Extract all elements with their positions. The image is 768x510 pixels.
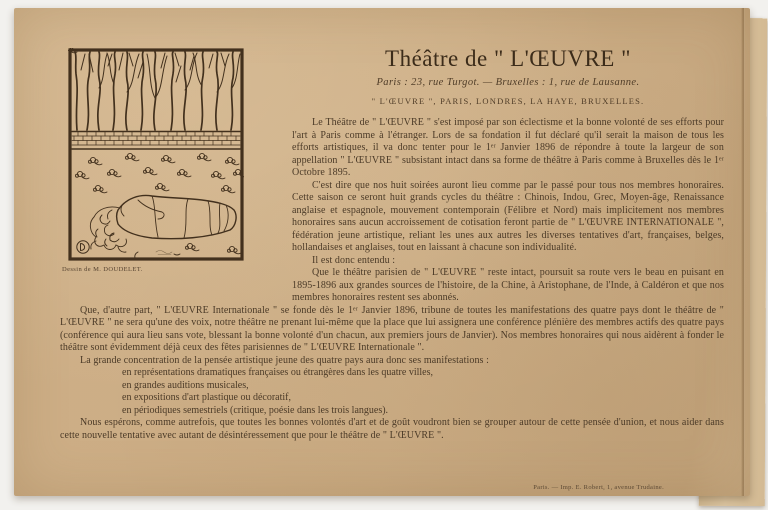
brick-wall bbox=[72, 132, 240, 150]
paragraph-oeuvre-internationale: Que, d'autre part, " L'ŒUVRE Internationale " se fonde dès le 1ᵉʳ Janvier 1896, tribune de toutes les manifestations des quatre pays dont le théâtre de " L'ŒUVRE " ne sera qu'une des voix, notre théâtre ne prenant lui-même que la place que lui assignera une conférence plénière des membres actifs des quatre pays (conférence qui aura lieu sans vote, blessant la bonne volonté d'un chacun, aux premiers jours de Janvier). Nos membres honoraires qui nous aidèrent à fonder le théâtre sont évidemment déjà ceux des fêtes parisiennes de " L'ŒUVRE Internationale ". bbox=[60, 304, 724, 353]
printer-imprint: Paris. — Imp. E. Robert, 1, avenue Trudaine. bbox=[533, 484, 664, 491]
paragraph-eclectisme: Le Théâtre de " L'ŒUVRE " s'est imposé par son éclectisme et la bonne volonté de ses efforts pour l'art à Paris comme à l'étranger. Lors de sa fondation il fut déclaré qu'il serait la maison de tous les efforts artistiques, il va donc tenter pour le 1ᵉʳ Janvier 1896 de répondre à toute la largeur de son appellation " L'ŒUVRE " subsistant intact dans sa forme de théâtre à Paris comme à Bruxelles dès le 1ᵉʳ Octobre 1895. bbox=[292, 117, 724, 178]
paragraph-huit-soirees: C'est dire que nos huit soirées auront lieu comme par le passé pour tous nos membres honoraires. Cette saison ce seront huit grands cycles du théâtre : Chinois, Indou, Grec, Moyen-âge, Renaissance anglaise et espagnole, mouvement contemporain (Félibre et Nord) mais implicitement nos membres honoraires sans aucun accroissement de cotisation feront partie de " L'ŒUVRE INTERNATIONALE ", fédération jeune artistique, reliant les unes aux autres les diverses tentatives d'art, françaises, belges, hollandaises et anglaises, tout en laissant à chacune son individualité. bbox=[292, 179, 724, 253]
list-item: en grandes auditions musicales, bbox=[122, 379, 249, 391]
illustration-caption: Dessin de M. DOUDELET. bbox=[62, 266, 143, 273]
address-line: Paris : 23, rue Turgot. — Bruxelles : 1, rue de Lausanne. bbox=[376, 77, 640, 88]
closing-paragraph: Nous espérons, comme autrefois, que toutes les bonnes volontés d'art et de goût voudront bien se grouper autour de cette pensée d'union, et nous aider dans cette nouvelle tentative avec autant de désintéressement que pour le théâtre de " L'ŒUVRE ". bbox=[60, 417, 724, 441]
reclining-figure bbox=[90, 196, 236, 253]
list-item: en périodiques semestriels (critique, poésie dans les trois langues). bbox=[122, 404, 389, 416]
woodcut-svg bbox=[68, 48, 244, 261]
paragraph-theatre-parisien: Que le théâtre parisien de " L'ŒUVRE " reste intact, poursuit sa route vers le beau en puisant en 1895-1896 aux grandes sources de l'histoire, de la Chine, à Aristophane, de l'Inde, à Caldéron et que nos membres honoraires restent ses abonnés. bbox=[292, 267, 724, 303]
cities-line: " L'ŒUVRE ", PARIS, LONDRES, LA HAYE, BRUXELLES. bbox=[371, 96, 645, 106]
page-fold-crease bbox=[741, 8, 745, 496]
page-title: Théâtre de " L'ŒUVRE " bbox=[385, 46, 631, 71]
prospectus-page bbox=[14, 8, 750, 496]
manifestations-list bbox=[122, 367, 724, 417]
page-content bbox=[14, 8, 750, 496]
paragraph-entendu: Il est donc entendu : bbox=[312, 254, 396, 266]
woodcut-illustration bbox=[62, 48, 246, 273]
list-item: en représentations dramatiques françaises ou étrangères dans les quatre villes, bbox=[122, 367, 433, 378]
paragraph-concentration: La grande concentration de la pensée artistique jeune des quatre pays aura donc ses manifestations : bbox=[80, 354, 490, 366]
hair bbox=[90, 207, 126, 252]
artist-monogram bbox=[77, 241, 89, 253]
masthead bbox=[292, 47, 724, 106]
signature-mark bbox=[156, 251, 172, 255]
list-item: en expositions d'art plastique ou décoratif, bbox=[122, 392, 291, 403]
